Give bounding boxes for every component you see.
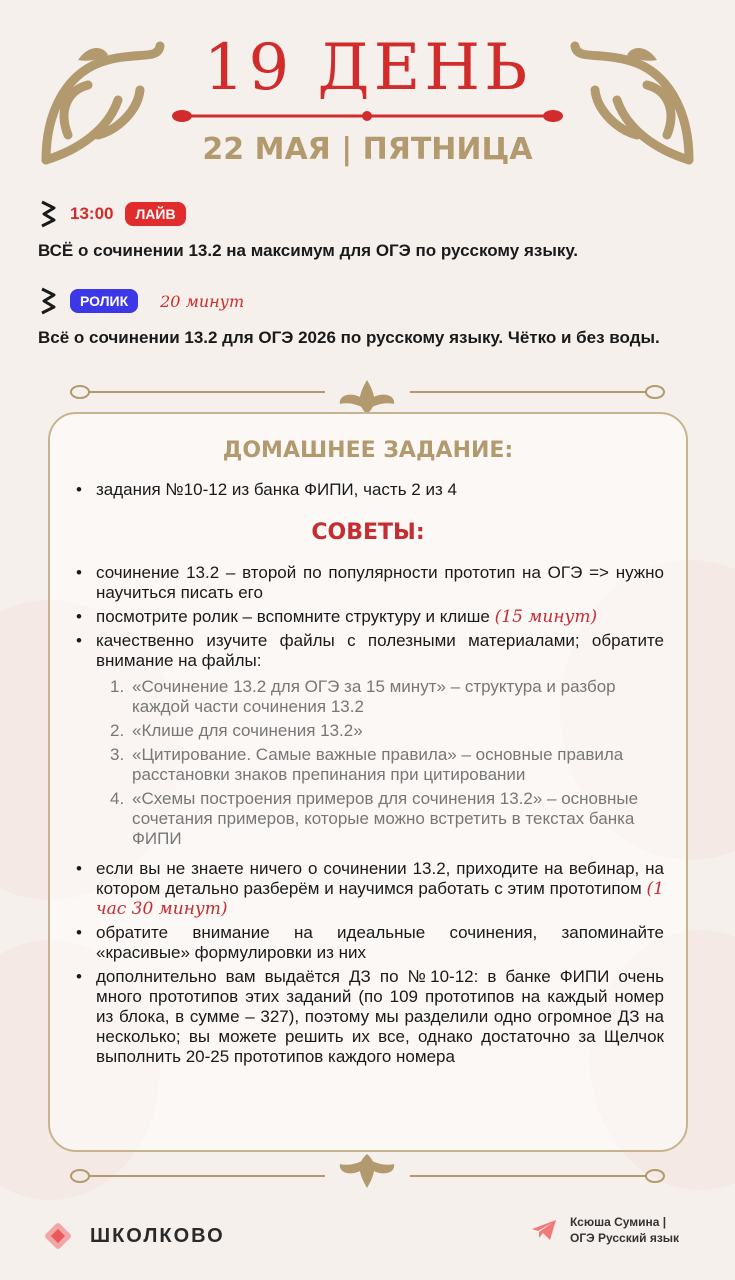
brand-logo-icon bbox=[40, 1218, 76, 1254]
file-item: 2. «Клише для сочинения 13.2» bbox=[110, 721, 363, 740]
event-description: ВСЁ о сочинении 13.2 на максимум для ОГЭ по русскому языку. bbox=[38, 241, 579, 260]
date-subtitle: 22 МАЯ | ПЯТНИЦА bbox=[202, 132, 533, 167]
page-title: 19 ДЕНЬ bbox=[203, 31, 532, 105]
schedule-item-live bbox=[38, 200, 186, 228]
telegram-icon bbox=[530, 1218, 558, 1242]
live-badge: ЛАЙВ bbox=[125, 202, 185, 226]
tips-title: СОВЕТЫ: bbox=[311, 520, 425, 545]
card-top-ornament bbox=[70, 380, 665, 416]
tip-item: • посмотрите ролик – вспомните структуру и клише (15 минут) bbox=[72, 607, 664, 627]
brand-logo bbox=[40, 1218, 225, 1254]
tip-item: • дополнительно вам выдаётся ДЗ по №10-12: в банке ФИПИ очень много прототипов этих заданий (по 109 прототипов на каждый номер из блока, в сумме – 327), поэтому мы разделили одно огромное ДЗ на несколько; вы можете решить их все, однако достаточно за Щелчок выполнить 20-25 прототипов каждого номера bbox=[72, 967, 664, 1067]
tip-item: • качественно изучите файлы с полезными материалами; обратите внимание на файлы: bbox=[72, 631, 664, 671]
author-subject: ОГЭ Русский язык bbox=[570, 1231, 680, 1245]
files-list bbox=[72, 677, 664, 849]
tip-item: • обратите внимание на идеальные сочинения, запоминайте «красивые» формулировки из них bbox=[72, 923, 664, 963]
lightning-icon bbox=[38, 200, 58, 228]
schedule-item-video bbox=[38, 287, 244, 315]
brand-name: ШКОЛКОВО bbox=[90, 1224, 225, 1247]
lightning-icon bbox=[38, 287, 58, 315]
card-bottom-ornament bbox=[70, 1152, 665, 1188]
homework-title: ДОМАШНЕЕ ЗАДАНИЕ: bbox=[222, 438, 514, 463]
event-time: 13:00 bbox=[70, 204, 114, 223]
author-block bbox=[530, 1214, 679, 1246]
tip-item: • если вы не знаете ничего о сочинении 13.2, приходите на вебинар, на котором детально разберём и научимся работать с этим прототипом (1 час 30 минут) bbox=[72, 859, 664, 919]
homework-list bbox=[72, 480, 672, 504]
author-name: Ксюша Сумина | bbox=[570, 1215, 667, 1229]
homework-item: • задания №10-12 из банка ФИПИ, часть 2 из 4 bbox=[72, 480, 672, 500]
file-item: 3. «Цитирование. Самые важные правила» – основные правила расстановки знаков препинания при цитировании bbox=[110, 745, 624, 784]
video-badge: РОЛИК bbox=[70, 289, 138, 313]
video-duration: 20 минут bbox=[160, 291, 245, 311]
file-item: 4. «Схемы построения примеров для сочинения 13.2» – основные сочетания примеров, которые можно встретить в текстах банка ФИПИ bbox=[110, 789, 639, 848]
file-item: 1. «Сочинение 13.2 для ОГЭ за 15 минут» – структура и разбор каждой части сочинения 13.2 bbox=[110, 677, 616, 716]
tip-item: • сочинение 13.2 – второй по популярности прототип на ОГЭ => нужно научиться писать его bbox=[72, 563, 664, 603]
video-description: Всё о сочинении 13.2 для ОГЭ 2026 по русскому языку. Чётко и без воды. bbox=[38, 328, 660, 347]
tips-list bbox=[72, 563, 664, 1071]
title-divider bbox=[170, 106, 565, 126]
